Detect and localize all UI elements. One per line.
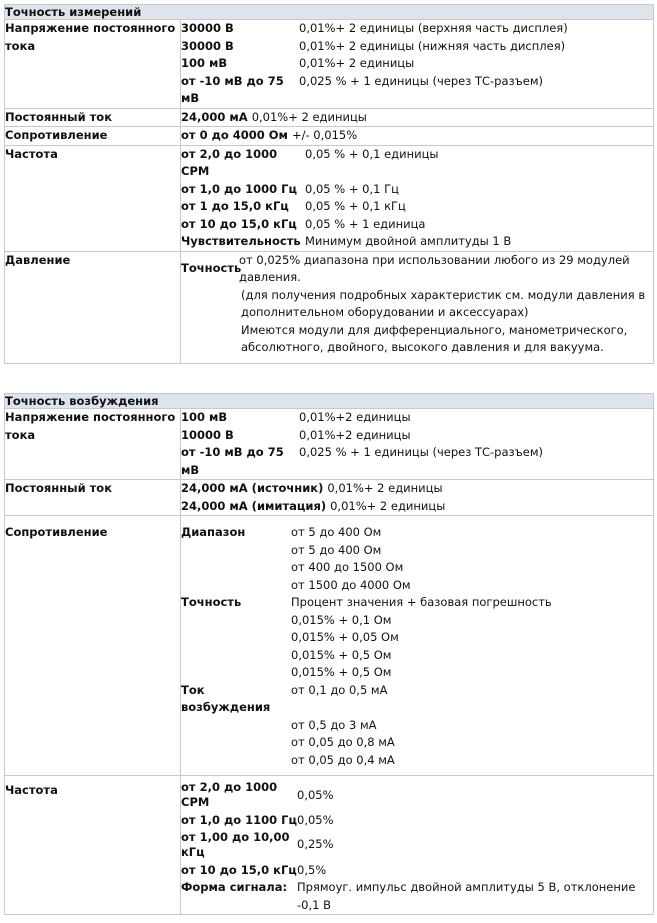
param-name: Точность bbox=[181, 260, 242, 275]
section-title: Точность измерений bbox=[5, 5, 654, 20]
param-value: от 0,1 до 0,5 мА bbox=[291, 682, 388, 697]
param-value: Минимум двойной амплитуды 1 В bbox=[305, 234, 512, 248]
row-label: Частота bbox=[5, 145, 181, 251]
param-value: 0,05% bbox=[297, 813, 334, 827]
param-value: 0,025 % + 1 единицы (через ТС-разъем) bbox=[299, 445, 544, 459]
param-value: от 0,05 до 0,8 мА bbox=[291, 735, 395, 749]
param-value: 0,015% + 0,5 Ом bbox=[291, 665, 392, 679]
param-value: 0,025 % + 1 единицы (через ТС-разъем) bbox=[299, 73, 544, 88]
param-name: от 1 до 15,0 кГц bbox=[181, 199, 289, 213]
table-row bbox=[5, 251, 654, 363]
param-name: Чувствительность bbox=[181, 234, 301, 248]
param-name: 24,000 мА bbox=[181, 109, 248, 124]
param-name: от 1,00 до 10,00 кГц bbox=[181, 829, 290, 859]
param-name: 10000 В bbox=[181, 427, 234, 442]
param-name bbox=[181, 647, 291, 665]
param-name: 24,000 мА (источник) bbox=[181, 481, 324, 495]
row-label: Сопротивление bbox=[5, 127, 181, 146]
param-value: 0,01%+ 2 единицы bbox=[299, 56, 415, 70]
table-row bbox=[5, 20, 654, 109]
param-name: от 2,0 до 1000 CPM bbox=[181, 146, 278, 178]
param-value: 0,5% bbox=[297, 862, 327, 877]
param-value: 0,05 % + 0,1 Гц bbox=[305, 181, 399, 196]
table-row bbox=[5, 516, 654, 776]
param-value: Имеются модули для дифференциального, манометрического, абсолютного, двойного, высокого давления и для вакуума. bbox=[241, 322, 628, 354]
row-label: Постоянный ток bbox=[5, 480, 181, 516]
param-name: от 10 до 15,0 кГц bbox=[181, 862, 297, 877]
row-label: Давление bbox=[5, 251, 181, 363]
source-accuracy-table bbox=[4, 393, 654, 915]
row-label: Постоянный ток bbox=[5, 108, 181, 127]
table-row bbox=[5, 776, 654, 915]
param-name bbox=[181, 559, 291, 577]
param-value: Прямоуг. импульс двойной амплитуды 5 В, отклонение -0,1 В bbox=[297, 880, 636, 912]
param-name: от 1,0 до 1100 Гц bbox=[181, 813, 297, 827]
param-value: 0,015% + 0,5 Ом bbox=[291, 647, 392, 662]
param-value: (для получения подробных характеристик см. модули давления в дополнительном оборудовании и аксессуарах) bbox=[241, 287, 646, 319]
param-value: от 400 до 1500 Ом bbox=[291, 560, 404, 574]
param-value: 0,05 % + 0,1 кГц bbox=[305, 199, 406, 213]
param-name: от 10 до 15,0 кГц bbox=[181, 216, 297, 231]
param-name bbox=[181, 664, 291, 682]
param-value: Процент значения + базовая погрешность bbox=[291, 595, 552, 609]
param-value: от 5 до 400 Ом bbox=[291, 525, 382, 539]
param-value: от 0,05 до 0,4 мА bbox=[291, 752, 395, 767]
param-value: 0,01%+ 2 единицы (верхняя часть дисплея) bbox=[299, 21, 568, 35]
table-row bbox=[5, 480, 654, 516]
param-name: от 2,0 до 1000 CPM bbox=[181, 780, 278, 809]
param-value: от 1500 до 4000 Ом bbox=[291, 577, 411, 592]
param-value: 0,015% + 0,05 Ом bbox=[291, 630, 399, 644]
param-name: 100 мВ bbox=[181, 410, 228, 424]
param-name bbox=[181, 717, 291, 735]
param-name bbox=[181, 752, 291, 770]
param-value: 0,01%+2 единицы bbox=[299, 427, 411, 442]
param-value: 0,05 % + 0,1 единицы bbox=[305, 146, 439, 161]
param-name: от 1,0 до 1000 Гц bbox=[181, 181, 297, 196]
table-row bbox=[5, 108, 654, 127]
param-value: 0,25% bbox=[297, 837, 334, 851]
param-value: 0,01%+ 2 единицы bbox=[251, 109, 367, 124]
param-value: от 5 до 400 Ом bbox=[291, 542, 382, 557]
param-name: от -10 мВ до 75 мВ bbox=[181, 73, 284, 105]
row-label: Частота bbox=[5, 776, 181, 915]
param-value: 0,015% + 0,1 Ом bbox=[291, 612, 392, 627]
table-row bbox=[5, 145, 654, 251]
param-name: Точность bbox=[181, 595, 242, 609]
row-label: Напряжение постоянного тока bbox=[5, 409, 181, 480]
row-label: Сопротивление bbox=[5, 516, 181, 776]
param-name: от -10 мВ до 75 мВ bbox=[181, 445, 284, 477]
section-title: Точность возбуждения bbox=[5, 394, 654, 409]
param-value: 0,01%+ 2 единицы bbox=[330, 498, 446, 513]
param-name bbox=[181, 577, 291, 595]
param-name bbox=[181, 734, 291, 752]
param-value: +/- 0,015% bbox=[291, 128, 358, 142]
param-value: 0,01%+ 2 единицы bbox=[327, 481, 443, 495]
param-name: от 0 до 4000 Ом bbox=[181, 128, 288, 142]
param-value: от 0,025% диапазона при использовании любого из 29 модулей давления. bbox=[239, 252, 630, 284]
param-name: 100 мВ bbox=[181, 56, 228, 70]
param-name bbox=[181, 542, 291, 560]
param-name: Диапазон bbox=[181, 525, 246, 539]
param-name: 30000 В bbox=[181, 38, 234, 53]
row-label: Напряжение постоянного тока bbox=[5, 20, 181, 109]
param-value: 0,05% bbox=[297, 787, 334, 802]
param-name bbox=[181, 629, 291, 647]
param-name bbox=[181, 612, 291, 630]
table-row bbox=[5, 409, 654, 480]
param-value: 0,01%+ 2 единицы (нижняя часть дисплея) bbox=[299, 38, 566, 53]
param-value: от 0,5 до 3 мА bbox=[291, 717, 377, 732]
table-row bbox=[5, 127, 654, 146]
param-name: 30000 В bbox=[181, 21, 234, 35]
param-value: 0,01%+2 единицы bbox=[299, 410, 411, 424]
param-name: Форма сигнала: bbox=[181, 880, 288, 894]
param-value: 0,05 % + 1 единица bbox=[305, 216, 426, 231]
param-name: Ток возбуждения bbox=[181, 682, 271, 714]
measurement-accuracy-table bbox=[4, 4, 654, 364]
param-name: 24,000 мА (имитация) bbox=[181, 498, 327, 513]
